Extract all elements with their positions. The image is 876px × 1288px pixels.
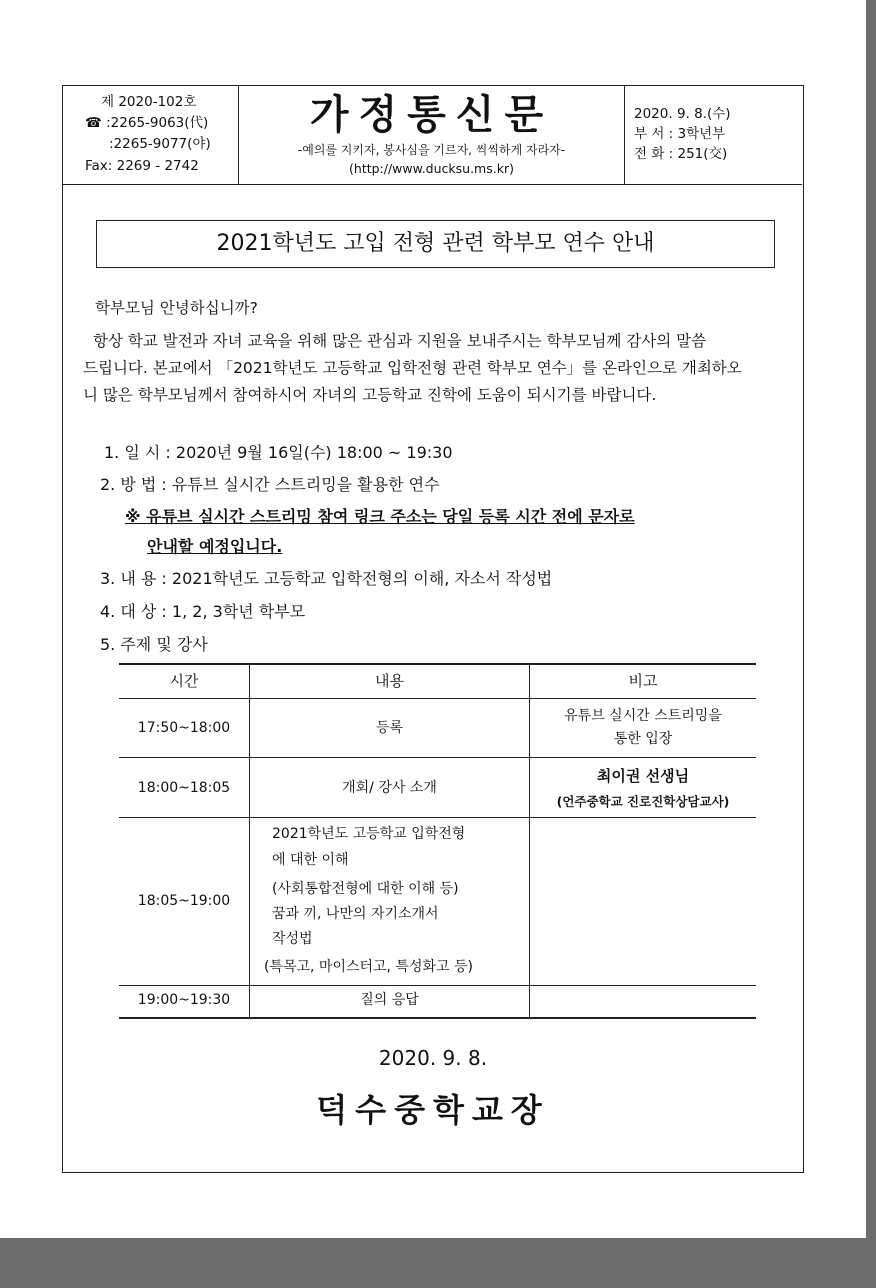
greeting: 학부모님 안녕하십니까? <box>95 299 258 317</box>
masthead <box>239 86 625 184</box>
signature-date: 2020. 9. 8. <box>378 1046 488 1070</box>
issue-date: 2020. 9. 8.(수) <box>634 106 731 122</box>
table-row-note: 유튜브 실시간 스트리밍을 <box>564 708 722 724</box>
notice-title: 2021학년도 고입 전형 관련 학부모 연수 안내 <box>96 220 775 268</box>
table-row-content: 2021학년도 고등학교 입학전형 <box>272 826 466 842</box>
table-row-note: 통한 입장 <box>613 731 673 747</box>
speaker-name: 최이권 선생님 <box>596 767 690 785</box>
table-row-content: 등록 <box>375 720 404 736</box>
phone-icon: ☎ <box>85 115 102 131</box>
issue-info <box>625 86 801 184</box>
body-line-1: 항상 학교 발전과 자녀 교육을 위해 많은 관심과 지원을 보내주시는 학부모님께 감사의 말씀 <box>93 332 707 350</box>
newsletter-title: 가정통신문 <box>309 92 554 138</box>
table-row-time: 17:50~18:00 <box>137 720 231 736</box>
letterhead <box>63 86 802 185</box>
table-row-content: 에 대한 이해 <box>272 852 349 868</box>
header-time: 시간 <box>169 672 199 690</box>
table-row-content: 개회/ 강사 소개 <box>342 780 437 796</box>
header-remarks: 비고 <box>628 672 658 690</box>
item-target: 4. 대 상 : 1, 2, 3학년 학부모 <box>100 602 306 621</box>
principal-signature: 덕수중학교장 <box>316 1091 550 1129</box>
department: 부 서 : 3학년부 <box>634 126 726 142</box>
school-motto: -예의를 지키자, 봉사심을 기르자, 씩씩하게 자라자- <box>297 143 566 157</box>
fax-number: Fax: 2269 - 2742 <box>85 158 199 174</box>
phone-number-2: :2265-9077(야) <box>109 136 211 152</box>
item-topics: 5. 주제 및 강사 <box>100 635 208 654</box>
table-row-time: 19:00~19:30 <box>137 992 231 1008</box>
speaker-affiliation: (언주중학교 진로진학상담교사) <box>556 794 730 809</box>
contact-block <box>63 86 239 184</box>
newsletter-frame <box>62 85 804 1173</box>
table-row-content: 질의 응답 <box>360 992 419 1008</box>
item-content: 3. 내 용 : 2021학년도 고등학교 입학전형의 이해, 자소서 작성법 <box>100 569 553 588</box>
table-row-time: 18:05~19:00 <box>137 893 231 909</box>
item-schedule: 1. 일 시 : 2020년 9월 16일(수) 18:00 ~ 19:30 <box>104 443 453 462</box>
telephone: 전 화 : 251(交) <box>634 146 728 162</box>
table-row-time: 18:00~18:05 <box>137 780 231 796</box>
body-line-2: 드립니다. 본교에서 「2021학년도 고등학교 입학전형 관련 학부모 연수」를 온라인으로 개최하오 <box>83 359 742 377</box>
table-row-content: 작성법 <box>272 931 313 947</box>
body-line-3: 니 많은 학부모님께서 참여하시어 자녀의 고등학교 진학에 도움이 되시기를 바랍니다. <box>83 386 657 404</box>
phone-number-1: :2265-9063(代) <box>106 115 209 131</box>
table-row-content: (사회통합전형에 대한 이해 등) <box>272 881 459 897</box>
item-method: 2. 방 법 : 유튜브 실시간 스트리밍을 활용한 연수 <box>100 475 440 494</box>
table-row-content: (특목고, 마이스터고, 특성화고 등) <box>264 959 473 975</box>
schedule-table <box>119 663 756 1019</box>
school-url: (http://www.ducksu.ms.kr) <box>349 161 514 176</box>
streaming-link-note-cont: 안내할 예정입니다. <box>147 537 283 556</box>
streaming-link-note: ※ 유튜브 실시간 스트리밍 참여 링크 주소는 당일 등록 시간 전에 문자로 <box>125 507 635 526</box>
issue-number: 제 2020-102호 <box>101 94 197 110</box>
phone-line-1 <box>85 113 208 133</box>
header-content: 내용 <box>375 672 404 690</box>
table-row-content: 꿈과 끼, 나만의 자기소개서 <box>272 906 439 922</box>
